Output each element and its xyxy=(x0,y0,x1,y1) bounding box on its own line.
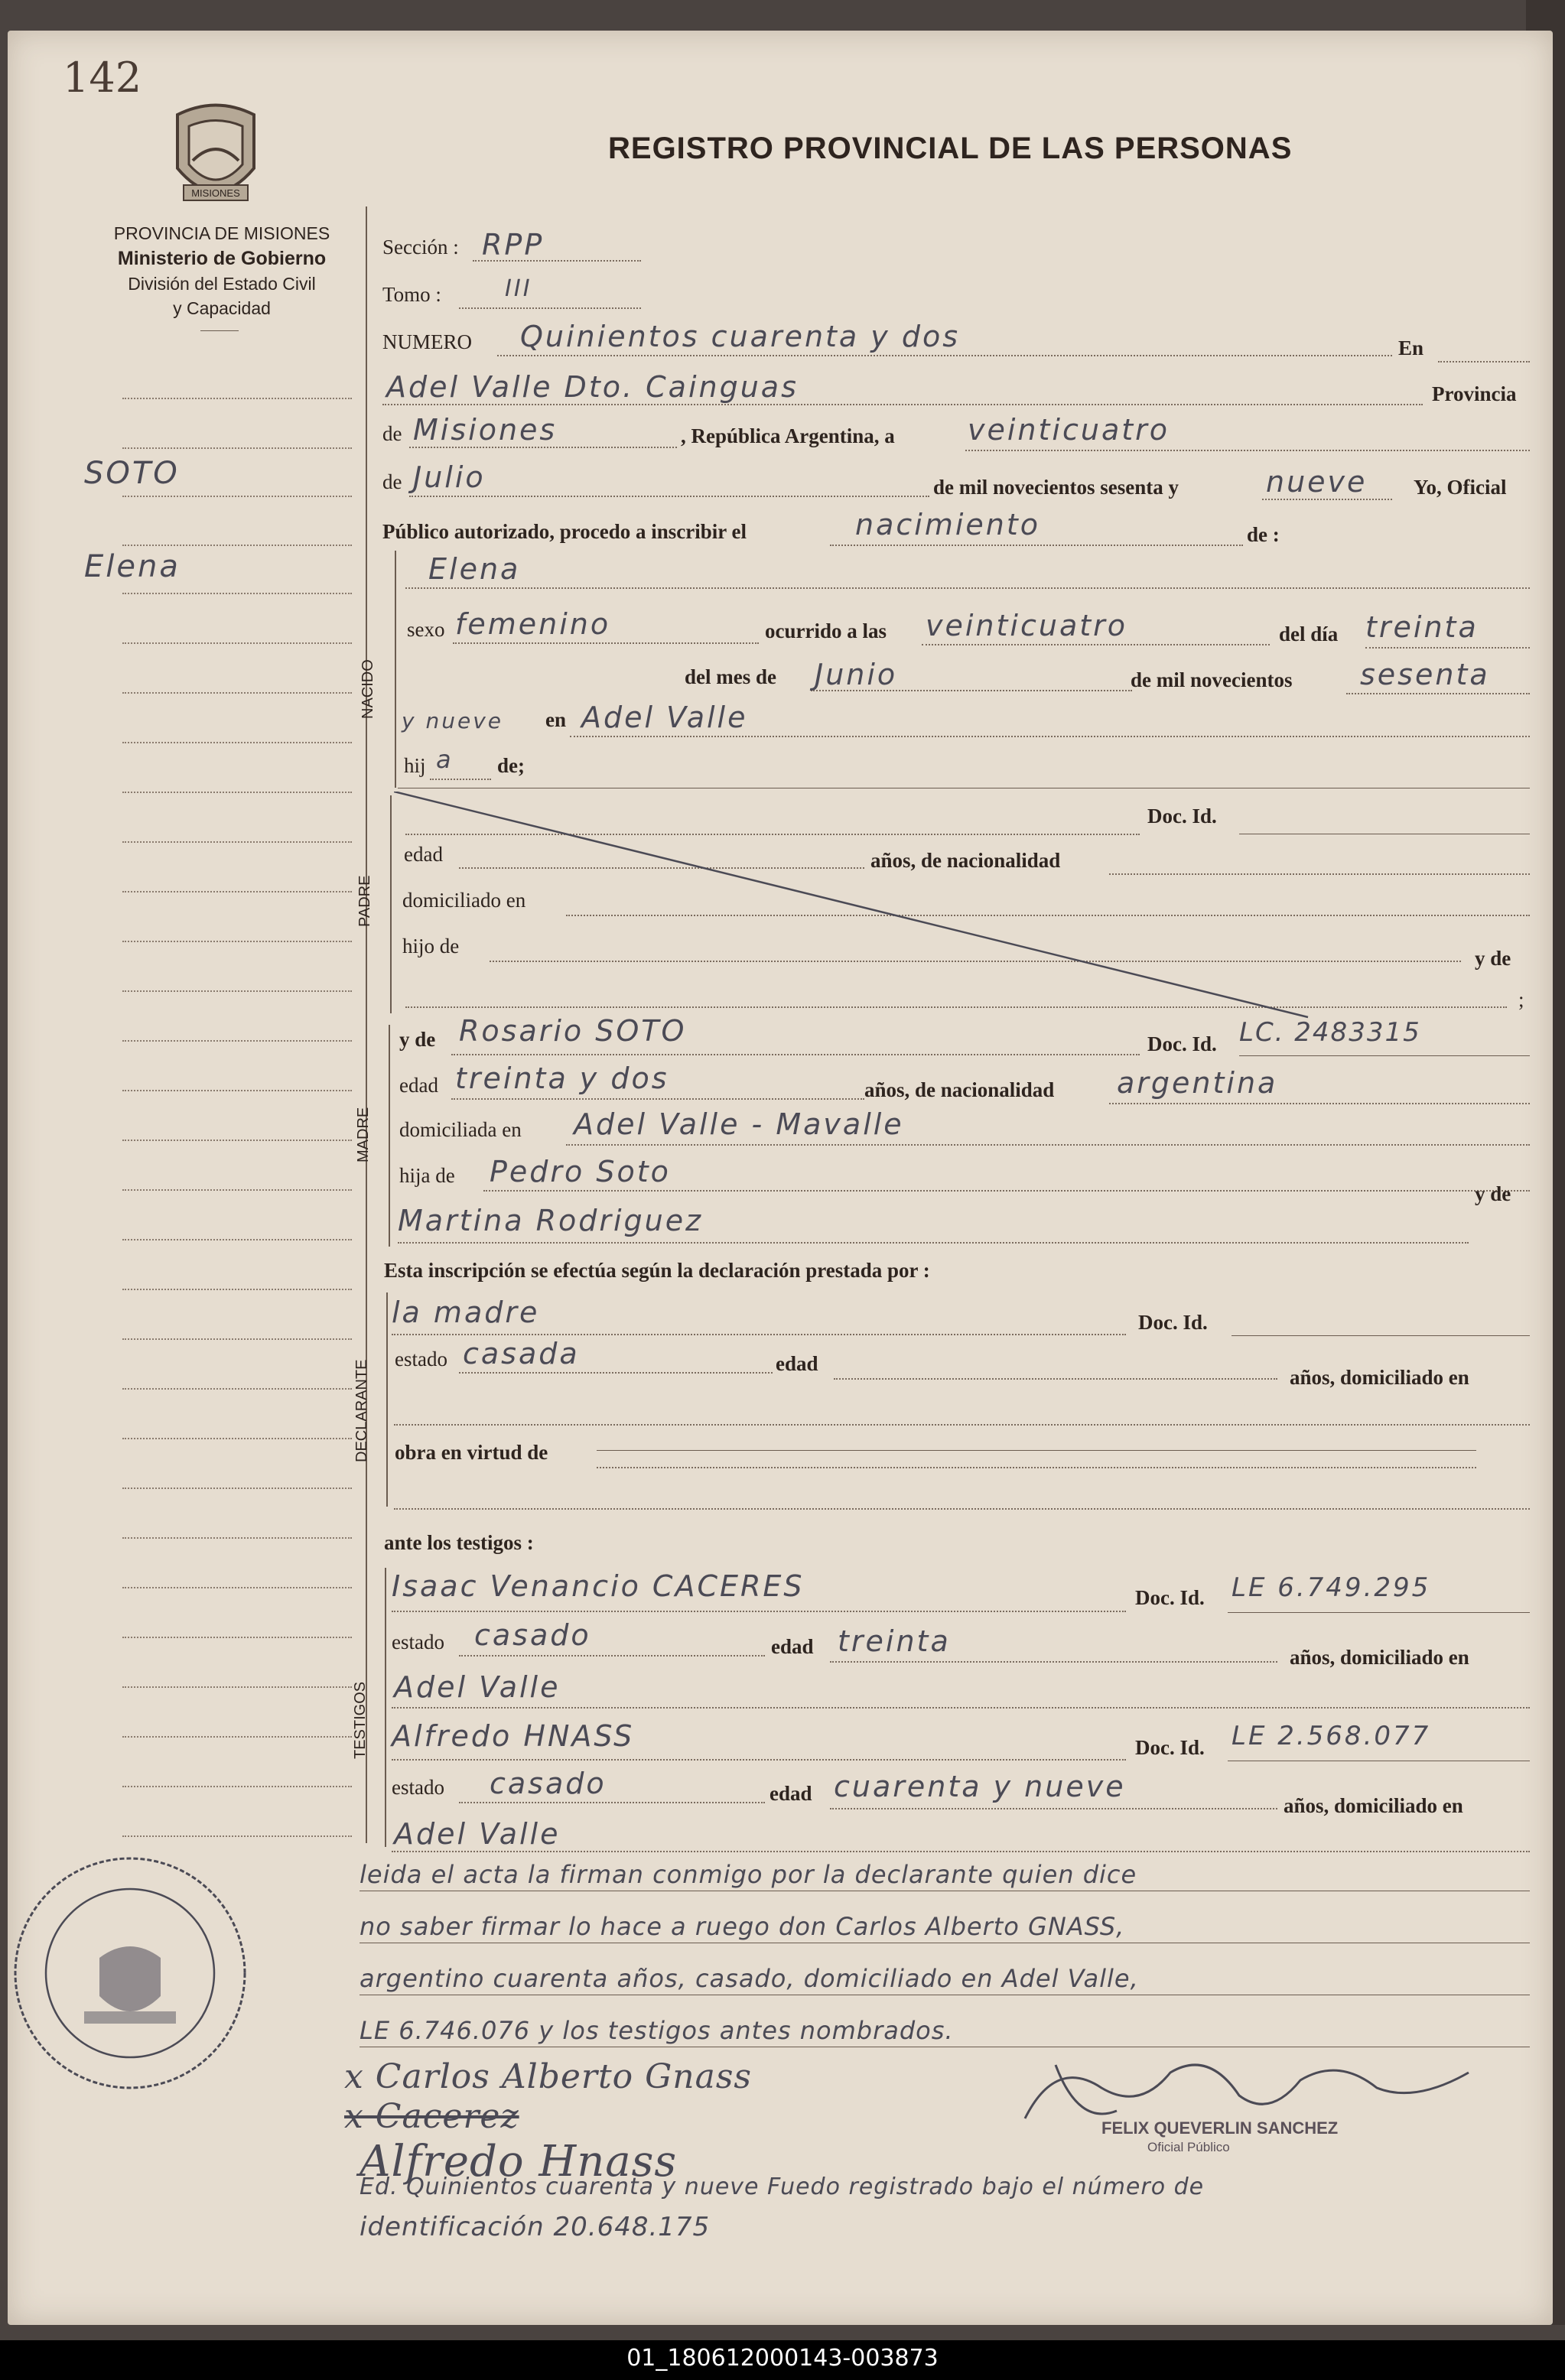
nacido-bracket xyxy=(395,551,396,788)
dia-nac-value: treinta xyxy=(1365,610,1479,644)
yo-label: Yo, Oficial xyxy=(1414,476,1507,499)
margin-line xyxy=(122,1537,352,1539)
madre-yde-label: y de xyxy=(399,1028,436,1051)
signature-1: x Carlos Alberto Gnass xyxy=(344,2057,752,2096)
official-title: Oficial Público xyxy=(1147,2140,1230,2154)
margin-line xyxy=(122,642,352,644)
margin-rule xyxy=(366,206,367,1843)
margin-line xyxy=(122,1637,352,1638)
t2-nombre: Alfredo HNASS xyxy=(392,1719,635,1753)
seccion-label: Sección : xyxy=(382,236,459,258)
lugar-value: Adel Valle Dto. Cainguas xyxy=(386,370,799,404)
t1-anios-label: años, domiciliado en xyxy=(1290,1646,1469,1669)
sexo-label: sexo xyxy=(407,618,445,641)
hij-label: hij xyxy=(404,754,426,777)
madre-nac-line xyxy=(1109,1103,1530,1104)
padre-hijo-label: hijo de xyxy=(402,935,460,958)
mes-line xyxy=(409,496,929,497)
note-2: no saber firmar lo hace a ruego don Carlos Alberto GNASS, xyxy=(360,1912,1125,1941)
madre-padre-value: Pedro Soto xyxy=(490,1155,671,1188)
hora-line xyxy=(922,644,1270,645)
margin-line xyxy=(122,1140,352,1141)
declarante-domicilio-line xyxy=(394,1424,1530,1426)
numero-label: NUMERO xyxy=(382,330,473,353)
margin-line xyxy=(122,1835,352,1837)
provincia-label: Provincia xyxy=(1432,382,1517,405)
t2-domicilio-line xyxy=(392,1851,1530,1852)
org-line-2: Ministerio de Gobierno xyxy=(117,248,327,269)
margin-line xyxy=(122,1786,352,1787)
coat-of-arms-icon xyxy=(170,99,262,214)
org-line-3: División del Estado Civil xyxy=(128,274,316,294)
declarante-estado-value: casada xyxy=(463,1337,580,1370)
numero-value: Quinientos cuarenta y dos xyxy=(520,320,961,353)
footnote-1: Ed. Quinientos cuarenta y nueve Fuedo registrado bajo el número de xyxy=(360,2174,1205,2200)
madre-bracket xyxy=(389,1025,390,1247)
tomo-label: Tomo : xyxy=(382,283,441,306)
sexo-line xyxy=(453,642,759,644)
en-line xyxy=(1438,361,1530,363)
margin-line xyxy=(122,545,352,546)
madre-anios-label: años, de nacionalidad xyxy=(864,1078,1055,1101)
padre-bracket xyxy=(390,795,392,1013)
madre-edad-label: edad xyxy=(399,1074,438,1097)
org-underline xyxy=(200,330,239,331)
t1-estado-value: casado xyxy=(474,1618,591,1652)
margin-line xyxy=(122,1338,352,1340)
t2-anios-label: años, domiciliado en xyxy=(1284,1794,1463,1817)
declarante-nombre-line xyxy=(392,1334,1126,1335)
ocurrido-label: ocurrido a las xyxy=(765,619,887,642)
de-colon-label: de : xyxy=(1247,523,1280,546)
official-stamp-icon xyxy=(8,1843,252,2103)
madre-doc-value: LC. 2483315 xyxy=(1239,1017,1421,1048)
margin-line xyxy=(122,1090,352,1091)
margin-line xyxy=(122,593,352,594)
anio-value: nueve xyxy=(1266,465,1368,499)
t1-doc-value: LE 6.749.295 xyxy=(1232,1572,1431,1603)
madre-edad-value: treinta y dos xyxy=(455,1062,669,1095)
dia-value: veinticuatro xyxy=(968,413,1170,447)
margin-line xyxy=(122,1239,352,1240)
publico-label: Público autorizado, procedo a inscribir el xyxy=(382,520,747,543)
t1-domicilio: Adel Valle xyxy=(394,1670,561,1704)
dia-nac-line xyxy=(1365,647,1530,649)
provincia-value: Misiones xyxy=(413,413,558,447)
tomo-line xyxy=(459,307,641,309)
tomo-value: III xyxy=(505,275,532,302)
mes-nac-label: del mes de xyxy=(685,665,776,688)
declarante-obra-strike xyxy=(597,1450,1476,1451)
t1-nombre: Isaac Venancio CACERES xyxy=(392,1569,805,1603)
republica-label: , República Argentina, a xyxy=(681,424,895,447)
sexo-value: femenino xyxy=(455,607,611,641)
madre-nombre-line xyxy=(451,1054,1140,1055)
testigos-bracket xyxy=(385,1568,386,1847)
padre-anios-label: años, de nacionalidad xyxy=(870,849,1061,872)
padre-yde-label: y de xyxy=(1475,947,1511,970)
numero-line xyxy=(497,355,1392,356)
seal-text: MISIONES xyxy=(191,187,240,199)
declarante-obra-line xyxy=(597,1467,1476,1468)
t2-estado-label: estado xyxy=(392,1776,444,1799)
declarante-doc-label: Doc. Id. xyxy=(1138,1311,1208,1334)
margin-line xyxy=(122,692,352,694)
declarante-nombre: la madre xyxy=(392,1296,540,1329)
t2-edad-value: cuarenta y nueve xyxy=(834,1770,1126,1803)
en-nac-label: en xyxy=(545,708,566,731)
en-label: En xyxy=(1398,337,1424,359)
padre-edad-label: edad xyxy=(404,843,443,866)
note-4: LE 6.746.076 y los testigos antes nombrados. xyxy=(360,2016,954,2045)
madre-doc-line xyxy=(1239,1055,1530,1056)
margin-surname: SOTO xyxy=(84,456,180,491)
seccion-value: RPP xyxy=(482,228,545,262)
margin-line xyxy=(122,398,352,399)
nacido-label: NACIDO xyxy=(360,659,376,719)
declarante-edad-line xyxy=(834,1378,1277,1380)
lugar-line xyxy=(382,404,1423,405)
padre-semicolon: ; xyxy=(1518,988,1524,1011)
official-name: FELIX QUEVERLIN SANCHEZ xyxy=(1101,2118,1339,2138)
margin-line xyxy=(122,1040,352,1042)
margin-line xyxy=(122,1438,352,1439)
declarante-last-line xyxy=(394,1508,1530,1510)
padre-strike-line xyxy=(394,792,1312,1021)
t1-domicilio-line xyxy=(392,1707,1530,1709)
page-number: 142 xyxy=(63,54,142,102)
signature-3: Alfredo Hnass xyxy=(360,2137,678,2187)
madre-hija-line xyxy=(483,1190,1530,1192)
declarante-obra-label: obra en virtud de xyxy=(395,1441,548,1464)
declarante-edad-label: edad xyxy=(776,1352,818,1375)
t2-doc-value: LE 2.568.077 xyxy=(1232,1721,1431,1751)
del-dia-label: del día xyxy=(1279,623,1339,645)
t2-estado-line xyxy=(459,1802,765,1803)
note-3: argentino cuarenta años, casado, domiciliado en Adel Valle, xyxy=(360,1964,1139,1993)
declarante-bracket xyxy=(386,1292,388,1507)
t1-edad-label: edad xyxy=(771,1635,814,1658)
margin-line xyxy=(122,1189,352,1191)
padre-label: PADRE xyxy=(356,875,373,927)
declaracion-label: Esta inscripción se efectúa según la declaración prestada por : xyxy=(384,1259,930,1282)
acto-line xyxy=(830,545,1243,546)
t1-estado-line xyxy=(459,1655,765,1657)
t1-edad-value: treinta xyxy=(838,1624,951,1658)
declarante-label: DECLARANTE xyxy=(353,1359,370,1462)
t2-estado-value: casado xyxy=(490,1767,607,1800)
madre-abuela-line xyxy=(398,1242,1469,1244)
t2-edad-label: edad xyxy=(769,1782,812,1805)
mil-label: de mil novecientos sesenta y xyxy=(933,476,1179,499)
footnote-2: identificación 20.648.175 xyxy=(360,2212,711,2242)
margin-line xyxy=(122,990,352,992)
madre-madre-value: Martina Rodriguez xyxy=(398,1204,704,1237)
margin-name: Elena xyxy=(84,549,181,584)
hij-value: a xyxy=(436,745,454,774)
de2-label: de xyxy=(382,470,402,493)
madre-domicilio-line xyxy=(566,1144,1530,1146)
margin-line xyxy=(122,1587,352,1588)
hij-line xyxy=(430,779,491,780)
margin-line xyxy=(122,841,352,843)
madre-nombre: Rosario SOTO xyxy=(459,1014,687,1048)
madre-hija-label: hija de xyxy=(399,1164,455,1187)
lugar-nac-value: Adel Valle xyxy=(581,701,748,734)
declarante-anios-label: años, domiciliado en xyxy=(1290,1366,1469,1389)
acto-value: nacimiento xyxy=(855,508,1041,541)
madre-doc-label: Doc. Id. xyxy=(1147,1032,1217,1055)
madre-domicilio-value: Adel Valle - Mavalle xyxy=(574,1107,904,1141)
padre-domicilio-label: domiciliado en xyxy=(402,889,526,912)
mil-nac-label: de mil novecientos xyxy=(1131,668,1293,691)
madre-label: MADRE xyxy=(355,1107,372,1162)
footer-file-id: 01_180612000143-003873 xyxy=(626,2345,939,2372)
t2-edad-line xyxy=(830,1808,1277,1809)
t1-doc-label: Doc. Id. xyxy=(1135,1586,1205,1609)
signature-2: x Cacerez xyxy=(344,2097,519,2136)
hora-value: veinticuatro xyxy=(926,609,1127,642)
anio-nac-value: sesenta xyxy=(1360,658,1490,691)
margin-line xyxy=(122,447,352,449)
t1-edad-line xyxy=(830,1661,1277,1663)
declarante-doc-line xyxy=(1232,1335,1530,1336)
anio2-nac-value: y nueve xyxy=(402,708,503,733)
margin-line xyxy=(122,792,352,793)
t2-doc-label: Doc. Id. xyxy=(1135,1736,1205,1759)
margin-line xyxy=(122,891,352,892)
margin-line xyxy=(122,742,352,743)
t1-doc-line xyxy=(1228,1612,1530,1613)
margin-line xyxy=(122,1736,352,1738)
org-line-4: y Capacidad xyxy=(173,298,271,318)
dia-line xyxy=(965,450,1530,451)
t2-domicilio: Adel Valle xyxy=(394,1817,561,1851)
madre-nacionalidad: argentina xyxy=(1117,1066,1278,1100)
t1-estado-label: estado xyxy=(392,1631,444,1653)
anio-nac-line xyxy=(1346,693,1530,694)
padre-doc-label: Doc. Id. xyxy=(1147,805,1217,827)
anio-line xyxy=(1262,499,1392,500)
nacido-nombre: Elena xyxy=(428,552,521,586)
margin-line xyxy=(122,496,352,497)
testigos-label-vertical: TESTIGOS xyxy=(352,1681,369,1759)
de-semicolon-label: de; xyxy=(497,754,525,777)
margin-line xyxy=(122,1686,352,1688)
org-line-1: PROVINCIA DE MISIONES xyxy=(113,223,330,243)
testigos-label: ante los testigos : xyxy=(384,1531,534,1554)
mes-value: Julio xyxy=(413,460,486,494)
madre-edad-line xyxy=(451,1098,864,1100)
margin-line xyxy=(122,941,352,942)
declarante-estado-label: estado xyxy=(395,1348,447,1370)
margin-line xyxy=(122,1388,352,1390)
document-title: REGISTRO PROVINCIAL DE LAS PERSONAS xyxy=(608,132,1293,165)
mes-nac-value: Junio xyxy=(815,658,898,691)
margin-line xyxy=(122,1289,352,1290)
madre-domicilio-label: domiciliada en xyxy=(399,1118,522,1141)
madre-yde2-label: y de xyxy=(1475,1182,1511,1205)
note-1: leida el acta la firman conmigo por la declarante quien dice xyxy=(360,1860,1137,1889)
de-label: de xyxy=(382,422,402,445)
t1-nombre-line xyxy=(392,1611,1126,1612)
declarante-estado-line xyxy=(459,1372,773,1374)
provincia-line xyxy=(409,447,677,448)
lugar-nac-line xyxy=(570,736,1530,737)
margin-line xyxy=(122,1488,352,1489)
nacido-nombre-line xyxy=(405,587,1530,589)
t2-nombre-line xyxy=(392,1759,1126,1761)
